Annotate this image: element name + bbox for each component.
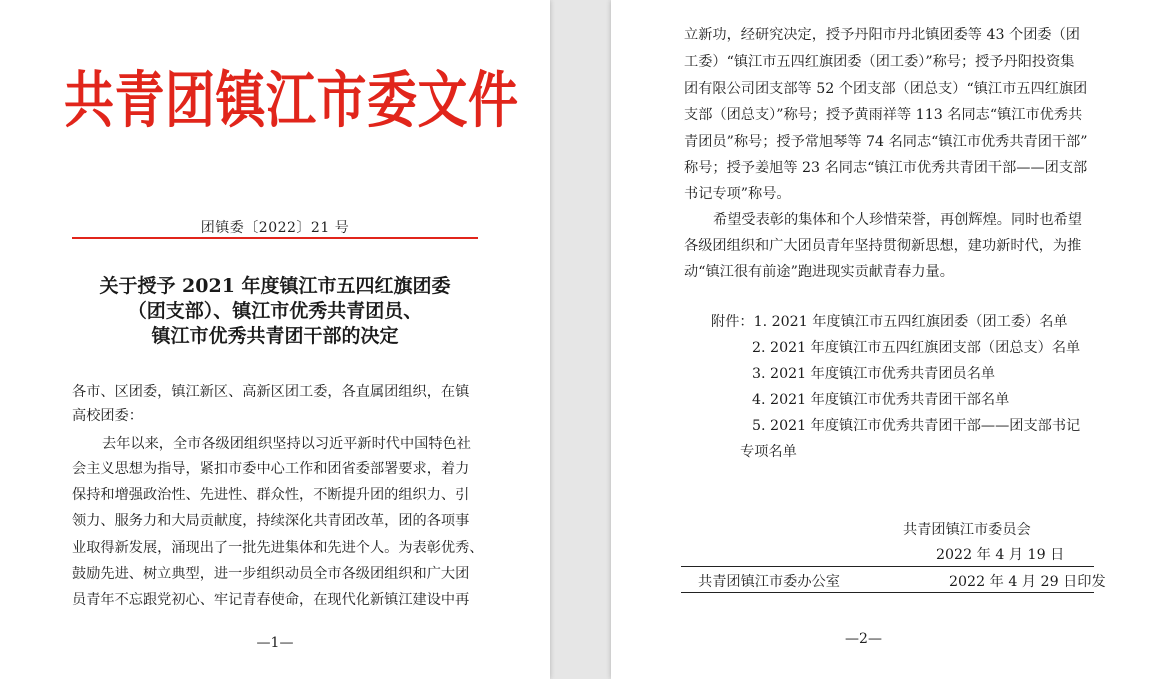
footer-printed-date: 2022 年 4 月 29 日印发 bbox=[949, 574, 1106, 590]
body-line: 业取得新发展，涌现出了一批先进集体和先进个人。为表彰优秀、 bbox=[72, 540, 484, 556]
hope-line: 各级团组织和广大团员青年坚持贯彻新思想，建功新时代，为推 bbox=[684, 238, 1082, 254]
attachment-item: 5. 2021 年度镇江市优秀共青团干部——团支部书记 bbox=[752, 418, 1081, 434]
attachment-item: 4. 2021 年度镇江市优秀共青团干部名单 bbox=[752, 392, 1010, 408]
document-page-1 bbox=[0, 0, 550, 679]
footer-bottom-rule bbox=[681, 592, 1094, 593]
footer-top-rule bbox=[681, 566, 1094, 567]
body-line: 领力、服务力和大局贡献度，持续深化共青团改革，团的各项事 bbox=[72, 513, 470, 529]
body-line: 工委）“镇江市五四红旗团委（团工委）”称号；授予丹阳投资集 bbox=[684, 54, 1075, 70]
document-page-2 bbox=[611, 0, 1162, 679]
page-number: —2— bbox=[845, 631, 882, 647]
decision-title-line-3: 镇江市优秀共青团干部的决定 bbox=[151, 325, 399, 347]
body-line: 去年以来，全市各级团组织坚持以习近平新时代中国特色社 bbox=[102, 436, 471, 452]
attachment-item: 3. 2021 年度镇江市优秀共青团员名单 bbox=[752, 366, 996, 382]
decision-title-line-2: （团支部）、镇江市优秀共青团员、 bbox=[127, 300, 423, 322]
red-divider-line bbox=[72, 237, 478, 239]
body-line: 员青年不忘跟党初心、牢记青春使命，在现代化新镇江建设中再 bbox=[72, 592, 470, 608]
page-number: —1— bbox=[256, 635, 294, 651]
red-header-title: 共青团镇江市委文件 bbox=[64, 63, 519, 136]
body-line: 会主义思想为指导，紧扣市委中心工作和团省委部署要求，着力 bbox=[72, 461, 470, 477]
body-line: 鼓励先进、树立典型，进一步组织动员全市各级团组织和广大团 bbox=[72, 566, 470, 582]
body-line: 高校团委： bbox=[72, 408, 143, 424]
footer-office: 共青团镇江市委办公室 bbox=[698, 574, 840, 590]
attachment-item: 专项名单 bbox=[740, 444, 797, 460]
body-line: 青团员”称号；授予常旭琴等 74 名同志“镇江市优秀共青团干部” bbox=[684, 134, 1088, 150]
body-line: 保持和增强政治性、先进性、群众性，不断提升团的组织力、引 bbox=[72, 487, 470, 503]
body-line: 立新功，经研究决定，授予丹阳市丹北镇团委等 43 个团委（团 bbox=[684, 27, 1080, 43]
signature-organization: 共青团镇江市委员会 bbox=[903, 522, 1031, 538]
decision-title-line-1: 关于授予 2021 年度镇江市五四红旗团委 bbox=[99, 275, 451, 297]
body-line: 称号；授予姜旭等 23 名同志“镇江市优秀共青团干部——团支部 bbox=[684, 160, 1088, 176]
body-line: 书记专项”称号。 bbox=[684, 186, 791, 202]
hope-line: 希望受表彰的集体和个人珍惜荣誉，再创辉煌。同时也希望 bbox=[713, 212, 1082, 228]
attachment-item: 附件：1. 2021 年度镇江市五四红旗团委（团工委）名单 bbox=[711, 314, 1068, 330]
body-line: 各市、区团委，镇江新区、高新区团工委，各直属团组织，在镇 bbox=[72, 384, 470, 400]
body-line: 团有限公司团支部等 52 个团支部（团总支）“镇江市五四红旗团 bbox=[684, 81, 1088, 97]
document-number: 团镇委〔2022〕21 号 bbox=[200, 220, 350, 236]
hope-line: 动“镇江很有前途”跑进现实贡献青春力量。 bbox=[684, 264, 954, 280]
body-line: 支部（团总支）”称号；授予黄雨祥等 113 名同志“镇江市优秀共 bbox=[684, 107, 1083, 123]
signature-date: 2022 年 4 月 19 日 bbox=[936, 547, 1065, 563]
attachment-item: 2. 2021 年度镇江市五四红旗团支部（团总支）名单 bbox=[752, 340, 1081, 356]
